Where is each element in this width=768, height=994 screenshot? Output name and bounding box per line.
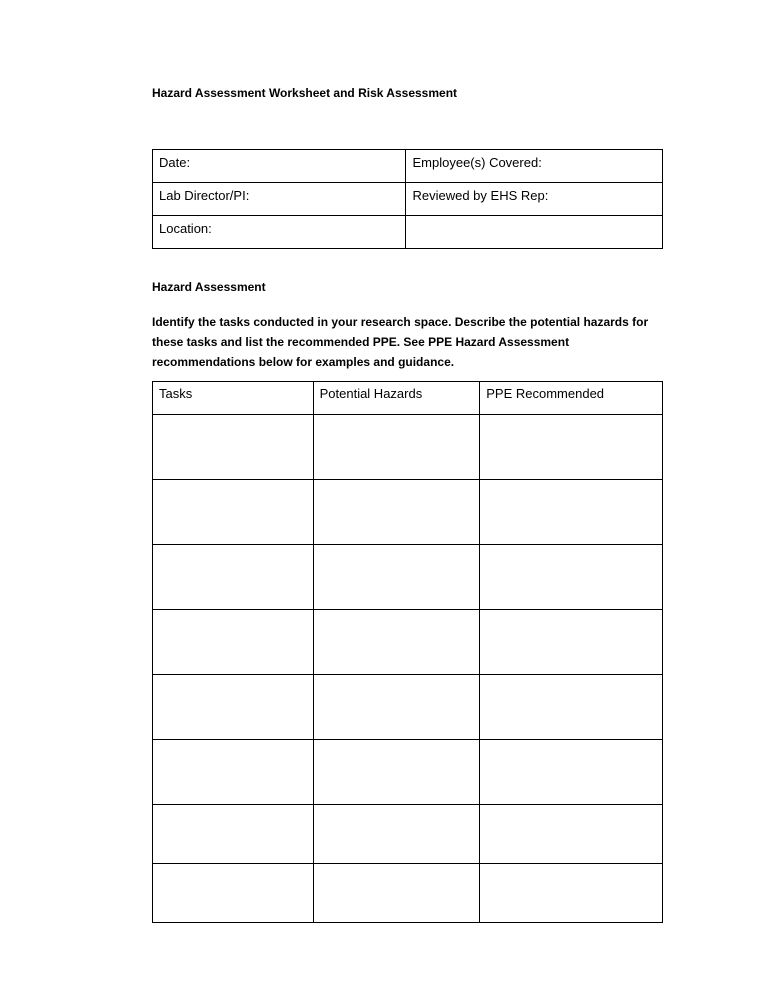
ppe-cell[interactable]: [480, 740, 663, 805]
ppe-cell[interactable]: [480, 415, 663, 480]
ppe-cell[interactable]: [480, 545, 663, 610]
table-row: [153, 740, 663, 805]
hazard-cell[interactable]: [313, 740, 480, 805]
info-table: [152, 149, 663, 249]
table-row: [153, 480, 663, 545]
page-title: Hazard Assessment Worksheet and Risk Assessment: [152, 86, 458, 100]
table-row: [153, 864, 663, 923]
task-cell[interactable]: [153, 545, 314, 610]
table-row: [153, 675, 663, 740]
ppe-cell[interactable]: [480, 805, 663, 864]
instructions-text: Identify the tasks conducted in your research space. Describe the potential hazards for these tasks and list the recommended PPE. See PPE Hazard Assessment recommendations below for examples and guidance.: [152, 315, 649, 369]
employees-covered-field[interactable]: Employee(s) Covered:: [406, 150, 663, 183]
table-row: [153, 805, 663, 864]
location-field[interactable]: Location:: [153, 216, 406, 249]
ppe-cell[interactable]: [480, 675, 663, 740]
info-row: [153, 150, 663, 183]
section-heading: Hazard Assessment: [152, 280, 266, 294]
lab-director-field[interactable]: Lab Director/PI:: [153, 183, 406, 216]
task-cell[interactable]: [153, 675, 314, 740]
task-cell[interactable]: [153, 864, 314, 923]
ppe-cell[interactable]: [480, 610, 663, 675]
hazard-table: [152, 381, 663, 923]
hazard-cell[interactable]: [313, 415, 480, 480]
column-header-tasks: Tasks: [153, 382, 314, 415]
table-row: [153, 610, 663, 675]
task-cell[interactable]: [153, 805, 314, 864]
date-field[interactable]: Date:: [153, 150, 406, 183]
column-header-hazards: Potential Hazards: [313, 382, 480, 415]
hazard-cell[interactable]: [313, 864, 480, 923]
hazard-cell[interactable]: [313, 610, 480, 675]
hazard-cell[interactable]: [313, 480, 480, 545]
task-cell[interactable]: [153, 480, 314, 545]
hazard-cell[interactable]: [313, 675, 480, 740]
column-header-ppe: PPE Recommended: [480, 382, 663, 415]
ppe-cell[interactable]: [480, 480, 663, 545]
info-row: [153, 216, 663, 249]
hazard-cell[interactable]: [313, 545, 480, 610]
reviewed-by-field[interactable]: Reviewed by EHS Rep:: [406, 183, 663, 216]
blank-field[interactable]: [406, 216, 663, 249]
ppe-cell[interactable]: [480, 864, 663, 923]
hazard-cell[interactable]: [313, 805, 480, 864]
task-cell[interactable]: [153, 740, 314, 805]
info-row: [153, 183, 663, 216]
table-row: [153, 545, 663, 610]
task-cell[interactable]: [153, 610, 314, 675]
table-header-row: [153, 382, 663, 415]
task-cell[interactable]: [153, 415, 314, 480]
table-row: [153, 415, 663, 480]
